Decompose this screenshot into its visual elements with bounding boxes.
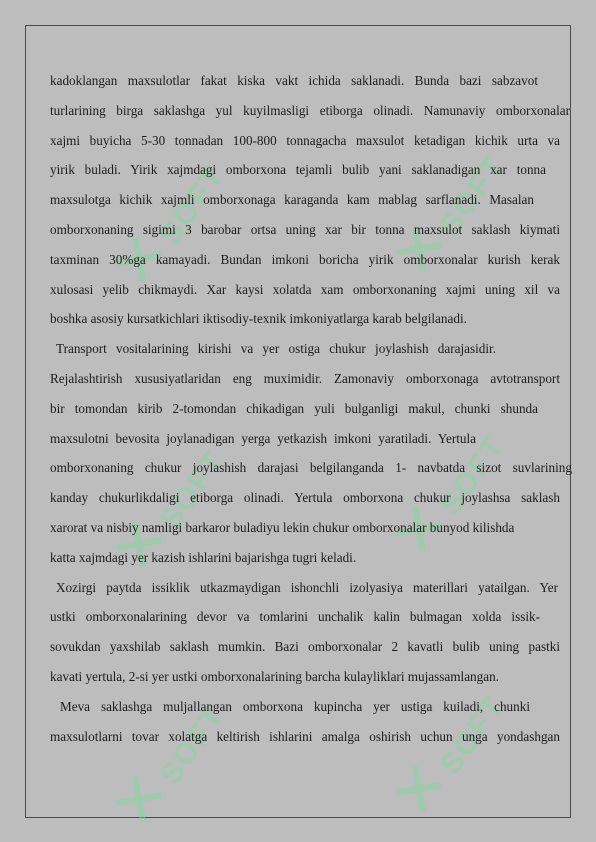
text-line: boshka asosiy kursatkichlari iktisodiy-texnik imkoniyatlarga karab belgilanadi. xyxy=(50,311,467,327)
text-line: omborxonaning sigimi 3 barobar ortsa uning xar bir tonna maxsulot saklash kiymati xyxy=(50,221,560,237)
watermark-text: SOFT xyxy=(153,159,232,251)
watermark-text: SOFT xyxy=(433,689,512,781)
text-line: ustki omborxonalarining devor va tomlarini unchalik kalin bulmagan xolda issik- xyxy=(50,609,540,625)
text-line: Xozirgi paytda issiklik utkazmaydigan ishonchli izolyasiya materillari yatailgan. Yer xyxy=(56,579,558,595)
text-line: Transport vositalarining kirishi va yer ostiga chukur joylashish darajasidir. xyxy=(56,341,496,357)
text-line: Rejalashtirish xususiyatlaridan eng muximidir. Zamonaviy omborxonaga avtotransport xyxy=(50,370,560,386)
watermark-symbol: ✕ xyxy=(97,503,185,587)
watermark-symbol: ✕ xyxy=(377,748,465,832)
text-line: yirik buladi. Yirik xajmdagi omborxona tejamli bulib yani saklanadigan xar tonna xyxy=(50,162,546,178)
watermark-symbol: ✕ xyxy=(377,208,465,292)
text-line: turlarining birga saklashga yul kuyilmasligi etiborga olinadi. Namunaviy omborxonalar xyxy=(50,102,570,118)
watermark-text: SOFT xyxy=(433,429,512,521)
text-line: maxsulotni bevosita joylanadigan yerga yetkazish imkoni yaratiladi. Yertula xyxy=(50,430,476,446)
text-line: maxsulotga kichik xajmli omborxonaga karaganda kam mablag sarflanadi. Masalan xyxy=(50,192,534,208)
watermark-symbol: ✕ xyxy=(377,488,465,572)
watermark-text: SOFT xyxy=(433,149,512,241)
text-line: xarorat va nisbiy namligi barkaror buladiyu lekin chukur omborxonalar bunyod kilishda xyxy=(50,519,515,535)
watermark-text: SOFT xyxy=(153,699,232,791)
watermark-symbol: ✕ xyxy=(97,218,185,302)
text-line: taxminan 30%ga kamayadi. Bundan imkoni boricha yirik omborxonalar kurish kerak xyxy=(50,251,560,267)
watermark-text: SOFT xyxy=(153,444,232,536)
text-line: maxsulotlarni tovar xolatga keltirish ishlarini amalga oshirish uchun unga yondashgan xyxy=(50,728,560,744)
text-line: xulosasi yelib chikmaydi. Xar kaysi xolatda xam omborxonaning xajmi uning xil va xyxy=(50,281,560,297)
text-line: omborxonaning chukur joylashish darajasi belgilanganda 1- navbatda sizot suvlarining xyxy=(50,460,572,476)
text-line: katta xajmdagi yer kazish ishlarini bajarishga tugri keladi. xyxy=(50,549,357,565)
text-line: kadoklangan maxsulotlar fakat kiska vakt ichida saklanadi. Bunda bazi sabzavot xyxy=(50,73,538,88)
watermark-symbol: ✕ xyxy=(97,758,185,842)
text-line: kavati yertula, 2-si yer ustki omborxonalarining barcha kulayliklari mujassamlangan. xyxy=(50,668,499,684)
text-line: xajmi buyicha 5-30 tonnadan 100-800 tonnagacha maxsulot ketadigan kichik urta va xyxy=(50,132,560,148)
text-line: bir tomondan kirib 2-tomondan chikadigan yuli bulganligi makul, chunki shunda xyxy=(50,400,538,416)
document-body xyxy=(50,66,572,751)
text-line: sovukdan yaxshilab saklash mumkin. Bazi omborxonalar 2 kavatli bulib uning pastki xyxy=(50,639,560,655)
text-line: Meva saklashga muljallangan omborxona kupincha yer ustiga kuiladi, chunki xyxy=(60,698,530,714)
text-line: kanday chukurlikdaligi etiborga olinadi. Yertula omborxona chukur joylashsa saklash xyxy=(50,490,560,506)
